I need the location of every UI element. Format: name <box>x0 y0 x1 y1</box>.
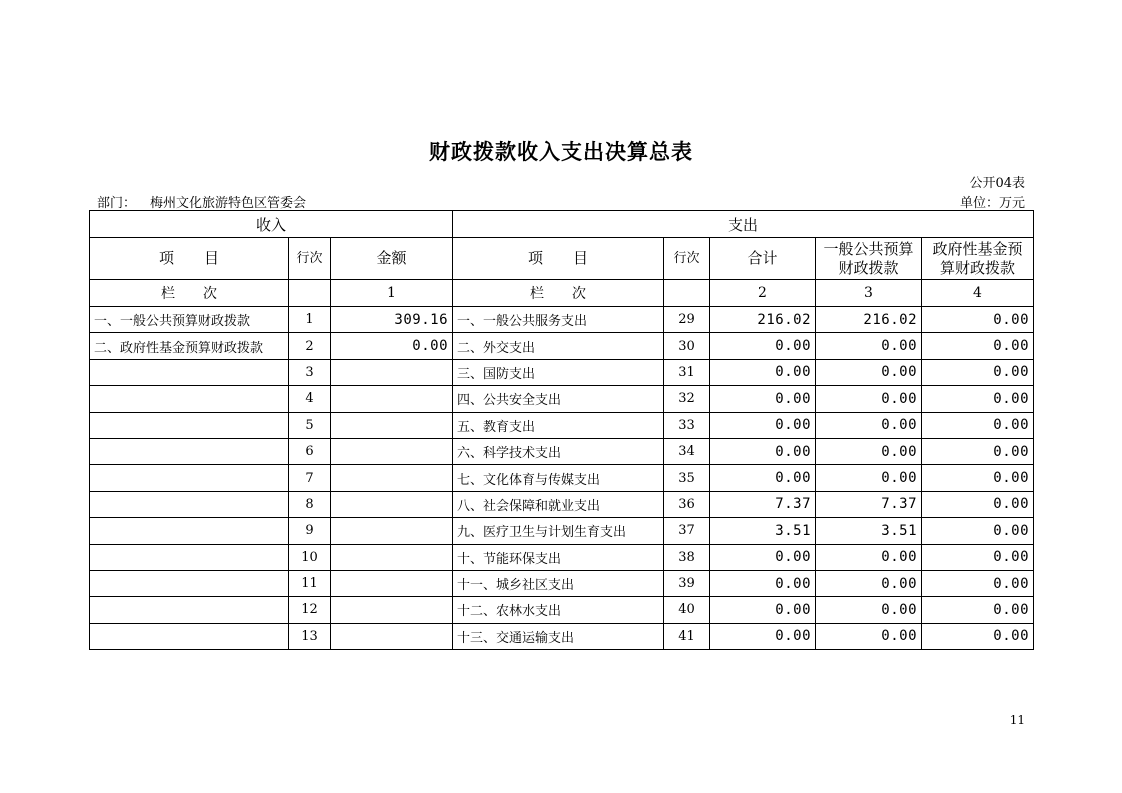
income-item-cell <box>90 438 289 464</box>
income-item-cell: 二、政府性基金预算财政拨款 <box>90 333 289 359</box>
income-line-no-cell: 9 <box>289 518 331 544</box>
general-budget-cell: 0.00 <box>816 386 922 412</box>
income-line-no-cell: 1 <box>289 307 331 333</box>
empty-cell <box>289 280 331 307</box>
expense-item-cell: 十、节能环保支出 <box>453 544 664 570</box>
income-line-no-cell: 5 <box>289 412 331 438</box>
table-row <box>90 412 1034 438</box>
gov-fund-cell: 0.00 <box>922 518 1034 544</box>
expense-line-no-cell: 38 <box>664 544 710 570</box>
income-item-cell <box>90 386 289 412</box>
general-budget-header: 一般公共预算财政拨款 <box>816 238 922 280</box>
general-budget-cell: 216.02 <box>816 307 922 333</box>
income-item-cell <box>90 518 289 544</box>
income-item-header: 项 目 <box>90 238 289 280</box>
income-item-cell <box>90 412 289 438</box>
table-row <box>90 359 1034 385</box>
income-column-label: 栏 次 <box>90 280 289 307</box>
expense-line-no-cell: 29 <box>664 307 710 333</box>
expense-item-cell: 十三、交通运输支出 <box>453 623 664 649</box>
expense-item-cell: 五、教育支出 <box>453 412 664 438</box>
expense-item-cell: 四、公共安全支出 <box>453 386 664 412</box>
expense-line-no-cell: 40 <box>664 597 710 623</box>
expense-item-cell: 二、外交支出 <box>453 333 664 359</box>
general-budget-cell: 0.00 <box>816 465 922 491</box>
total-cell: 216.02 <box>710 307 816 333</box>
amount-header: 金额 <box>331 238 453 280</box>
expense-line-no-cell: 30 <box>664 333 710 359</box>
income-amount-cell <box>331 623 453 649</box>
income-line-no-cell: 12 <box>289 597 331 623</box>
expense-line-no-header: 行次 <box>664 238 710 280</box>
general-budget-cell: 0.00 <box>816 544 922 570</box>
table-row <box>90 597 1034 623</box>
total-cell: 3.51 <box>710 518 816 544</box>
column-index-1: 1 <box>331 280 453 307</box>
table-row <box>90 465 1034 491</box>
general-budget-cell: 0.00 <box>816 359 922 385</box>
column-index-row <box>90 280 1034 307</box>
expense-item-cell: 十二、农林水支出 <box>453 597 664 623</box>
income-line-no-cell: 2 <box>289 333 331 359</box>
income-section-header: 收入 <box>90 211 453 238</box>
expense-line-no-cell: 33 <box>664 412 710 438</box>
general-budget-cell: 0.00 <box>816 438 922 464</box>
form-number: 公开04表 <box>969 176 1025 191</box>
gov-fund-cell: 0.00 <box>922 307 1034 333</box>
gov-fund-cell: 0.00 <box>922 597 1034 623</box>
expense-item-cell: 三、国防支出 <box>453 359 664 385</box>
income-item-cell <box>90 465 289 491</box>
expense-line-no-cell: 36 <box>664 491 710 517</box>
department-label: 部门： <box>97 196 137 211</box>
expense-item-header: 项 目 <box>453 238 664 280</box>
income-item-cell <box>90 597 289 623</box>
table-row <box>90 333 1034 359</box>
income-item-cell <box>90 544 289 570</box>
income-line-no-cell: 13 <box>289 623 331 649</box>
total-cell: 0.00 <box>710 597 816 623</box>
total-cell: 0.00 <box>710 333 816 359</box>
table-row <box>90 570 1034 596</box>
general-budget-cell: 3.51 <box>816 518 922 544</box>
income-line-no-cell: 3 <box>289 359 331 385</box>
table-row <box>90 623 1034 649</box>
column-index-4: 4 <box>922 280 1034 307</box>
budget-table <box>89 210 1034 650</box>
gov-fund-cell: 0.00 <box>922 386 1034 412</box>
gov-fund-cell: 0.00 <box>922 623 1034 649</box>
income-amount-cell <box>331 359 453 385</box>
gov-fund-cell: 0.00 <box>922 359 1034 385</box>
table-row <box>90 518 1034 544</box>
column-header-row <box>90 238 1034 280</box>
unit-label: 单位：万元 <box>959 196 1025 211</box>
total-cell: 0.00 <box>710 623 816 649</box>
income-item-cell <box>90 623 289 649</box>
table-row <box>90 307 1034 333</box>
general-budget-cell: 7.37 <box>816 491 922 517</box>
income-item-cell <box>90 359 289 385</box>
expense-line-no-cell: 34 <box>664 438 710 464</box>
empty-cell <box>664 280 710 307</box>
page-title: 财政拨款收入支出决算总表 <box>429 139 693 164</box>
general-budget-cell: 0.00 <box>816 412 922 438</box>
general-budget-cell: 0.00 <box>816 570 922 596</box>
income-amount-cell: 0.00 <box>331 333 453 359</box>
expense-item-cell: 十一、城乡社区支出 <box>453 570 664 596</box>
income-item-cell: 一、一般公共预算财政拨款 <box>90 307 289 333</box>
general-budget-cell: 0.00 <box>816 333 922 359</box>
general-budget-cell: 0.00 <box>816 597 922 623</box>
section-header-row <box>90 211 1034 238</box>
income-line-no-cell: 7 <box>289 465 331 491</box>
table-row <box>90 544 1034 570</box>
total-header: 合计 <box>710 238 816 280</box>
column-index-3: 3 <box>816 280 922 307</box>
total-cell: 0.00 <box>710 570 816 596</box>
gov-fund-cell: 0.00 <box>922 491 1034 517</box>
total-cell: 0.00 <box>710 412 816 438</box>
total-cell: 0.00 <box>710 465 816 491</box>
income-item-cell <box>90 570 289 596</box>
expense-line-no-cell: 39 <box>664 570 710 596</box>
expense-line-no-cell: 35 <box>664 465 710 491</box>
department-name: 梅州文化旅游特色区管委会 <box>150 196 307 211</box>
department-line <box>97 192 306 211</box>
gov-fund-cell: 0.00 <box>922 544 1034 570</box>
income-amount-cell <box>331 597 453 623</box>
column-index-2: 2 <box>710 280 816 307</box>
expense-line-no-cell: 41 <box>664 623 710 649</box>
income-line-no-cell: 4 <box>289 386 331 412</box>
total-cell: 0.00 <box>710 359 816 385</box>
page-number: 11 <box>1009 713 1025 727</box>
expense-section-header: 支出 <box>453 211 1034 238</box>
income-amount-cell <box>331 438 453 464</box>
income-amount-cell <box>331 386 453 412</box>
gov-fund-header: 政府性基金预算财政拨款 <box>922 238 1034 280</box>
income-line-no-cell: 10 <box>289 544 331 570</box>
expense-line-no-cell: 31 <box>664 359 710 385</box>
total-cell: 0.00 <box>710 438 816 464</box>
table-row <box>90 491 1034 517</box>
expense-item-cell: 六、科学技术支出 <box>453 438 664 464</box>
income-amount-cell <box>331 412 453 438</box>
income-line-no-cell: 8 <box>289 491 331 517</box>
income-amount-cell <box>331 570 453 596</box>
income-amount-cell <box>331 491 453 517</box>
general-budget-cell: 0.00 <box>816 623 922 649</box>
expense-line-no-cell: 37 <box>664 518 710 544</box>
total-cell: 0.00 <box>710 544 816 570</box>
expense-item-cell: 一、一般公共服务支出 <box>453 307 664 333</box>
table-row <box>90 386 1034 412</box>
gov-fund-cell: 0.00 <box>922 570 1034 596</box>
expense-item-cell: 九、医疗卫生与计划生育支出 <box>453 518 664 544</box>
income-line-no-header: 行次 <box>289 238 331 280</box>
income-line-no-cell: 6 <box>289 438 331 464</box>
income-line-no-cell: 11 <box>289 570 331 596</box>
total-cell: 7.37 <box>710 491 816 517</box>
expense-item-cell: 八、社会保障和就业支出 <box>453 491 664 517</box>
income-amount-cell <box>331 518 453 544</box>
expense-line-no-cell: 32 <box>664 386 710 412</box>
expense-column-label: 栏 次 <box>453 280 664 307</box>
expense-item-cell: 七、文化体育与传媒支出 <box>453 465 664 491</box>
gov-fund-cell: 0.00 <box>922 438 1034 464</box>
income-amount-cell: 309.16 <box>331 307 453 333</box>
table-row <box>90 438 1034 464</box>
gov-fund-cell: 0.00 <box>922 465 1034 491</box>
gov-fund-cell: 0.00 <box>922 412 1034 438</box>
total-cell: 0.00 <box>710 386 816 412</box>
income-item-cell <box>90 491 289 517</box>
gov-fund-cell: 0.00 <box>922 333 1034 359</box>
income-amount-cell <box>331 544 453 570</box>
income-amount-cell <box>331 465 453 491</box>
